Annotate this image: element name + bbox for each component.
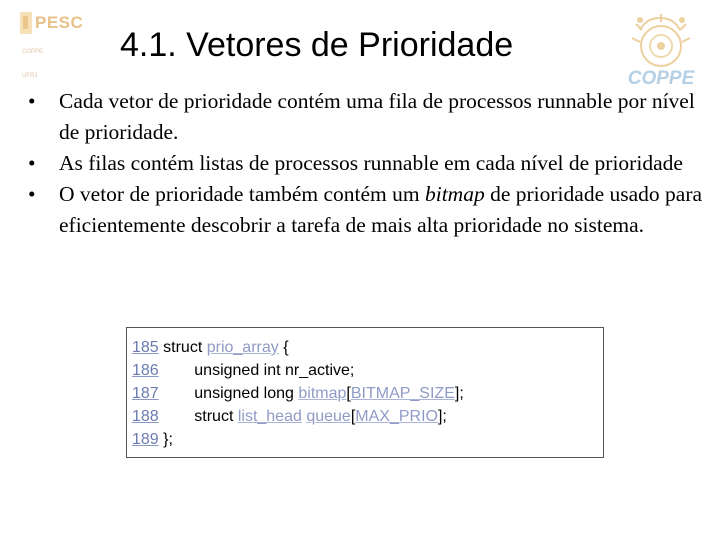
identifier-link[interactable]: queue <box>306 408 351 425</box>
pesc-logo-mark <box>20 12 32 34</box>
line-number-link[interactable]: 189 <box>132 431 159 448</box>
code-text: unsigned long <box>158 385 299 402</box>
code-text: { <box>278 339 289 356</box>
line-number-link[interactable]: 186 <box>132 362 159 379</box>
code-text: ]; <box>454 385 464 402</box>
code-snippet <box>126 327 604 458</box>
bullet-marker: • <box>28 182 36 206</box>
bullet-item <box>28 148 708 179</box>
identifier-link[interactable]: MAX_PRIO <box>355 408 438 425</box>
pesc-logo-sub-ufrj: UFRJ <box>22 73 38 79</box>
bullet-marker: • <box>28 89 36 113</box>
identifier-link[interactable]: list_head <box>237 408 302 425</box>
code-text: struct <box>158 408 238 425</box>
bullet-text: O vetor de prioridade também contém um <box>59 182 425 206</box>
pesc-logo-name: PESC <box>35 13 84 32</box>
slide-title: 4.1. Vetores de Prioridade <box>120 26 514 64</box>
bullet-text: Cada vetor de prioridade contém uma fila de processos runnable por nível de prioridade. <box>59 89 695 144</box>
bullet-list <box>28 86 708 241</box>
coppe-logo-name: COPPE <box>627 68 695 89</box>
line-number-link[interactable]: 187 <box>132 385 159 402</box>
code-line <box>132 382 603 405</box>
coppe-logo <box>618 10 704 90</box>
code-text: unsigned int nr_active; <box>158 362 355 379</box>
line-number-link[interactable]: 188 <box>132 408 159 425</box>
code-text: struct <box>158 339 207 356</box>
code-text: [ <box>350 408 356 425</box>
code-line <box>132 359 603 382</box>
code-text: ]; <box>437 408 447 425</box>
identifier-link[interactable]: prio_array <box>206 339 279 356</box>
code-text: }; <box>158 431 173 448</box>
pesc-logo-sub-coppe: COPPE <box>22 49 44 55</box>
identifier-link[interactable]: bitmap <box>298 385 347 402</box>
pesc-logo <box>20 12 88 84</box>
code-line <box>132 405 603 428</box>
bullet-item <box>28 179 708 241</box>
bullet-text: As filas contém listas de processos runnable em cada nível de prioridade <box>59 151 683 175</box>
bullet-marker: • <box>28 151 36 175</box>
code-line <box>132 428 603 451</box>
bullet-text-continued: de prioridade usado para eficientemente descobrir a tarefa de mais alta prioridade no sistema. <box>59 182 703 237</box>
bullet-emphasis: bitmap <box>424 182 485 206</box>
identifier-link[interactable]: BITMAP_SIZE <box>350 385 455 402</box>
coppe-logo-graphic <box>618 10 704 90</box>
bullet-item <box>28 86 708 148</box>
line-number-link[interactable]: 185 <box>132 339 159 356</box>
code-text: [ <box>346 385 351 402</box>
code-line <box>132 336 603 359</box>
